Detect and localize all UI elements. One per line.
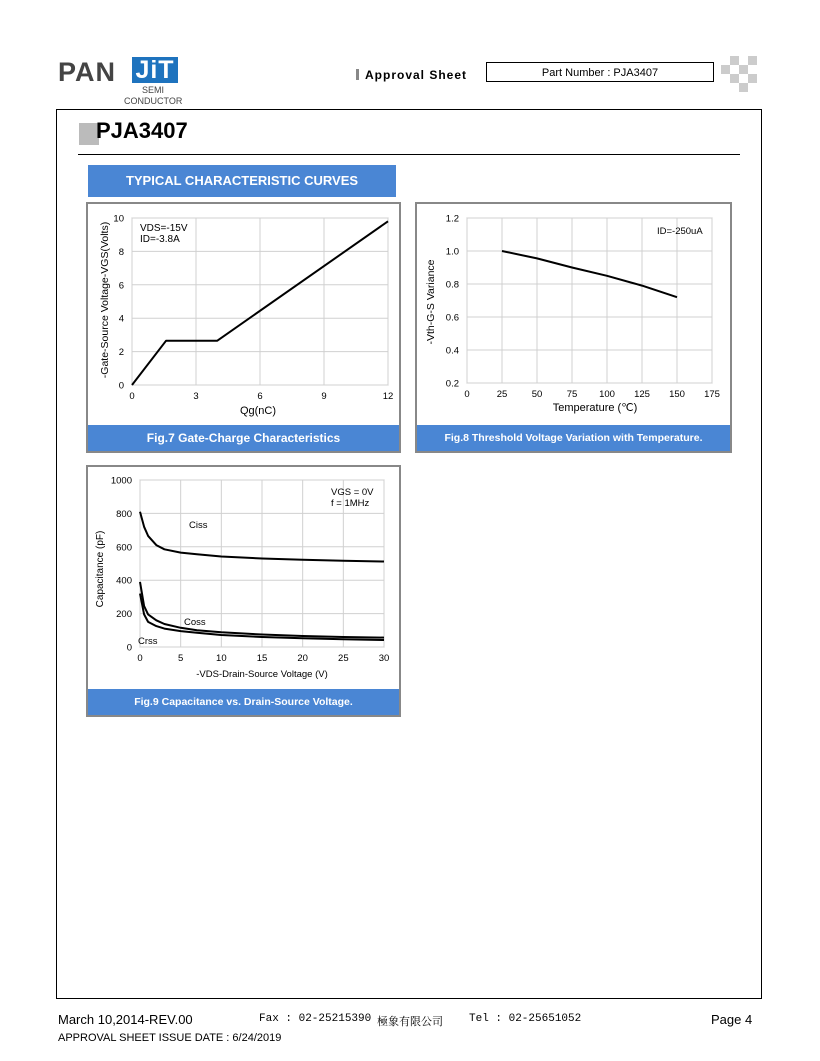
fig9-ytick-label: 600 bbox=[116, 542, 132, 554]
footer-issue-date: APPROVAL SHEET ISSUE DATE : 6/24/2019 bbox=[58, 1032, 282, 1044]
fig8-xtick-label: 175 bbox=[704, 389, 720, 400]
fig7-xtick-label: 12 bbox=[382, 391, 394, 402]
fig9-xtick-label: 30 bbox=[378, 653, 390, 664]
fig9-ytick-label: 1000 bbox=[110, 475, 132, 487]
fig7-panel bbox=[86, 202, 401, 453]
fig9-panel bbox=[86, 465, 401, 717]
fig9-annotation-vgs: VGS = 0V bbox=[331, 487, 374, 498]
fig8-ylabel: -Vth-G-S Variance bbox=[425, 259, 437, 345]
fig9-ytick-label: 0 bbox=[126, 642, 132, 654]
fig7-ytick-label: 10 bbox=[113, 213, 124, 225]
fig8-panel bbox=[415, 202, 732, 453]
panjit-logo bbox=[58, 55, 188, 110]
fig8-xtick-label: 150 bbox=[669, 389, 685, 400]
fig9-xtick-label: 10 bbox=[216, 653, 227, 664]
fig9-annotation-freq: f = 1MHz bbox=[331, 498, 370, 509]
section-banner: TYPICAL CHARACTERISTIC CURVES bbox=[88, 165, 396, 197]
fig9-ylabel: Capacitance (pF) bbox=[95, 530, 106, 608]
fig7-xtick-label: 3 bbox=[193, 391, 199, 402]
fig7-xtick-label: 6 bbox=[257, 391, 263, 402]
fig9-chart bbox=[88, 467, 399, 689]
fig8-xtick-label: 0 bbox=[464, 389, 470, 400]
fig8-ytick-label: 1.2 bbox=[445, 213, 459, 225]
fig9-xtick-label: 0 bbox=[137, 653, 143, 664]
logo-conductor-text: CONDUCTOR bbox=[124, 96, 183, 106]
fig7-ytick-label: 4 bbox=[118, 313, 124, 325]
fig7-caption: Fig.7 Gate-Charge Characteristics bbox=[88, 425, 399, 451]
fig7-ytick-label: 2 bbox=[118, 347, 124, 359]
logo-pan-text: PAN bbox=[58, 57, 117, 87]
logo-jit-text: JiT bbox=[132, 57, 178, 83]
fig8-ytick-label: 0.6 bbox=[445, 312, 459, 324]
part-number-box: Part Number : PJA3407 bbox=[486, 62, 714, 82]
fig9-xlabel: -VDS-Drain-Source Voltage (V) bbox=[196, 669, 328, 680]
fig8-annotation-id: ID=-250uA bbox=[657, 226, 703, 237]
fig9-xtick-label: 25 bbox=[338, 653, 349, 664]
fig8-xtick-label: 25 bbox=[496, 389, 508, 400]
fig8-ytick-label: 0.8 bbox=[445, 279, 459, 291]
fig8-xtick-label: 125 bbox=[634, 389, 650, 400]
fig8-series-line-0 bbox=[502, 251, 677, 297]
fig8-xtick-label: 50 bbox=[531, 389, 543, 400]
approval-sheet-heading bbox=[356, 68, 467, 82]
fig9-label-ciss: Ciss bbox=[189, 520, 208, 531]
fig8-xtick-label: 75 bbox=[566, 389, 578, 400]
fig7-annotation-vds: VDS=-15V bbox=[140, 223, 188, 234]
fig9-caption: Fig.9 Capacitance vs. Drain-Source Voltage. bbox=[88, 689, 399, 715]
fig7-ytick-label: 0 bbox=[118, 380, 124, 392]
fig9-xtick-label: 20 bbox=[297, 653, 308, 664]
fig8-plot-area bbox=[467, 218, 712, 383]
fig7-xtick-label: 9 bbox=[321, 391, 327, 402]
fig8-ytick-label: 0.4 bbox=[445, 345, 459, 357]
logo-semi-text: SEMI bbox=[142, 85, 165, 95]
footer-company: 極象有限公司 bbox=[377, 1015, 443, 1028]
footer-fax: Fax : 02-25215390 bbox=[259, 1013, 372, 1025]
title-divider bbox=[78, 154, 740, 155]
footer-date-rev: March 10,2014-REV.00 bbox=[58, 1012, 193, 1027]
fig9-label-coss: Coss bbox=[184, 617, 206, 628]
fig8-xlabel: Temperature (℃) bbox=[552, 402, 638, 414]
fig7-annotation-id: ID=-3.8A bbox=[140, 234, 180, 245]
fig9-ytick-label: 200 bbox=[116, 609, 132, 621]
fig8-ytick-label: 1.0 bbox=[445, 246, 459, 258]
fig9-label-crss: Crss bbox=[138, 636, 158, 647]
checker-pattern-icon bbox=[721, 56, 757, 92]
footer-tel: Tel : 02-25651052 bbox=[469, 1013, 582, 1025]
fig7-ylabel: -Gate-Source Voltage-VGS(Volts) bbox=[99, 221, 111, 379]
fig8-xtick-label: 100 bbox=[599, 389, 615, 400]
fig7-ytick-label: 6 bbox=[118, 280, 124, 292]
part-title: PJA3407 bbox=[96, 118, 188, 143]
fig7-ytick-label: 8 bbox=[118, 246, 124, 258]
approval-sheet-label: Approval Sheet bbox=[365, 68, 468, 82]
fig9-ytick-label: 400 bbox=[116, 575, 132, 587]
fig7-xlabel: Qg(nC) bbox=[239, 405, 277, 417]
fig9-xtick-label: 5 bbox=[178, 653, 184, 664]
fig9-xtick-label: 15 bbox=[256, 653, 268, 664]
fig8-caption: Fig.8 Threshold Voltage Variation with Temperature. bbox=[417, 425, 730, 451]
fig7-chart bbox=[88, 204, 399, 425]
fig8-ytick-label: 0.2 bbox=[445, 378, 459, 390]
fig7-xtick-label: 0 bbox=[129, 391, 135, 402]
fig8-chart bbox=[417, 204, 730, 425]
footer-page: Page 4 bbox=[711, 1012, 753, 1027]
fig9-ytick-label: 800 bbox=[116, 508, 132, 520]
